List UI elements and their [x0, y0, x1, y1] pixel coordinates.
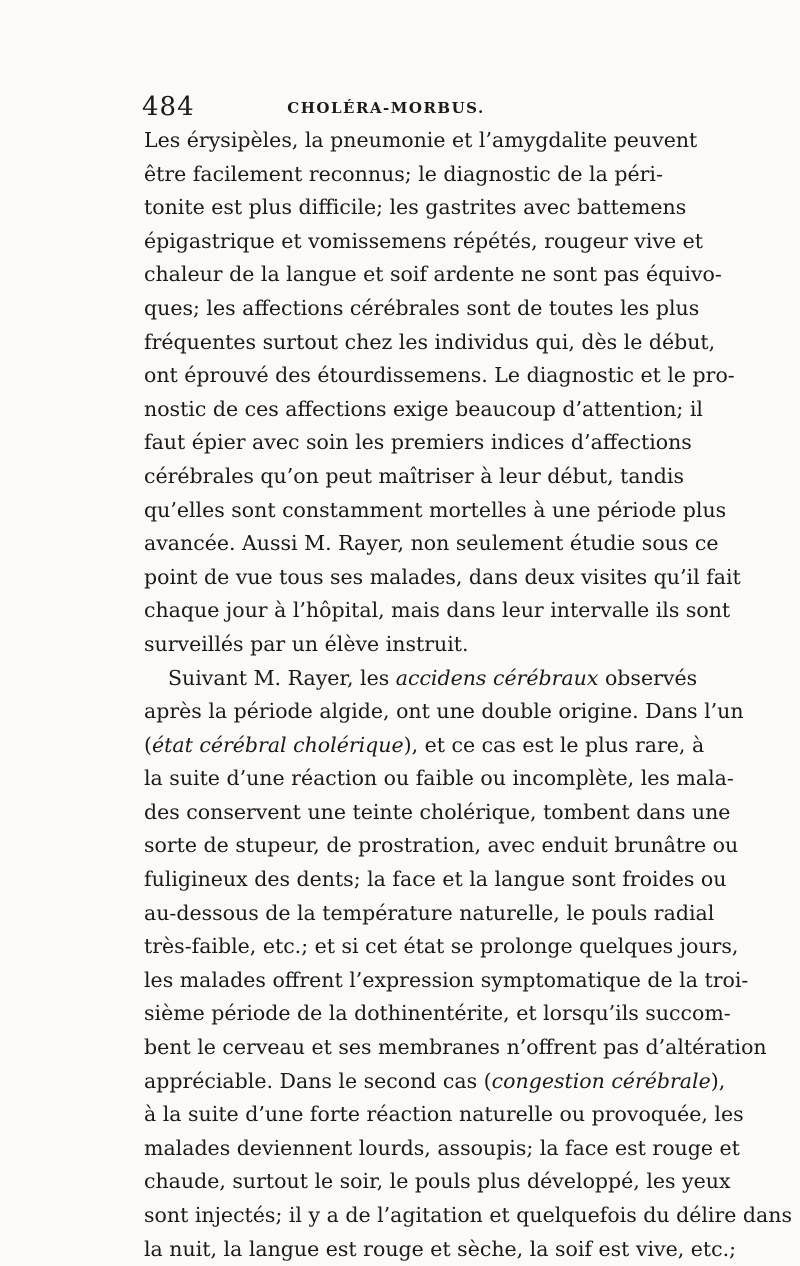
text-segment: la nuit, la langue est rouge et sèche, la soif est vive, etc.;	[144, 1236, 737, 1261]
text-line	[144, 426, 692, 460]
text-line	[144, 158, 663, 192]
text-line	[144, 527, 719, 561]
text-segment: chaude, surtout le soir, le pouls plus développé, les yeux	[144, 1169, 731, 1194]
text-segment: bent le cerveau et ses membranes n’offrent pas d’altération	[144, 1035, 767, 1060]
text-segment: sième période de la dothinentérite, et lorsqu’ils succom-	[144, 1001, 731, 1026]
text-segment: fréquentes surtout chez les individus qui, dès le début,	[144, 329, 716, 354]
text-segment: qu’elles sont constamment mortelles à une période plus	[144, 497, 727, 522]
text-segment: cérébrales qu’on peut maîtriser à leur début, tandis	[144, 463, 684, 488]
text-segment: ),	[710, 1068, 726, 1093]
page-number: 484	[142, 92, 195, 122]
text-line	[144, 326, 716, 360]
text-segment: la suite d’une réaction ou faible ou incomplète, les mala-	[144, 766, 734, 791]
text-segment: les malades offrent l’expression symptomatique de la troi-	[144, 967, 749, 992]
text-line	[144, 729, 705, 763]
text-line	[144, 460, 684, 494]
text-segment: sorte de stupeur, de prostration, avec enduit brunâtre ou	[144, 833, 739, 858]
text-segment: avancée. Aussi M. Rayer, non seulement étudie sous ce	[144, 531, 719, 556]
text-segment: épigastrique et vomissemens répétés, rougeur vive et	[144, 228, 703, 253]
text-segment: ques; les affections cérébrales sont de toutes les plus	[144, 295, 700, 320]
text-segment: chaleur de la langue et soif ardente ne sont pas équivo-	[144, 262, 722, 287]
text-segment: ), et ce cas est le plus rare, à	[403, 732, 705, 757]
text-line	[144, 829, 739, 863]
text-line	[144, 897, 715, 931]
text-segment: Suivant M. Rayer, les	[168, 665, 396, 690]
text-segment: nostic de ces affections exige beaucoup d’attention; il	[144, 396, 703, 421]
text-segment: très-faible, etc.; et si cet état se prolonge quelques jours,	[144, 934, 739, 959]
text-line	[144, 258, 722, 292]
text-segment: être facilement reconnus; le diagnostic de la péri-	[144, 161, 663, 186]
text-line	[144, 796, 731, 830]
text-line	[144, 1233, 737, 1266]
text-line	[144, 561, 741, 595]
text-line	[144, 494, 727, 528]
text-line	[144, 1132, 740, 1166]
text-line	[144, 762, 734, 796]
text-line	[144, 1199, 792, 1233]
text-segment: (	[144, 732, 152, 757]
text-segment: ont éprouvé des étourdissemens. Le diagnostic et le pro-	[144, 363, 735, 388]
text-segment: chaque jour à l’hôpital, mais dans leur intervalle ils sont	[144, 598, 731, 623]
text-segment: fuligineux des dents; la face et la langue sont froides ou	[144, 867, 727, 892]
text-segment: tonite est plus difficile; les gastrites avec battemens	[144, 195, 687, 220]
text-line	[144, 191, 687, 225]
text-line	[144, 393, 703, 427]
text-line	[144, 292, 700, 326]
text-segment: au-dessous de la température naturelle, le pouls radial	[144, 900, 715, 925]
text-segment: sont injectés; il y a de l’agitation et quelquefois du délire dans	[144, 1203, 792, 1227]
text-line	[144, 1165, 731, 1199]
text-line	[144, 997, 731, 1031]
italic-text-segment: congestion cérébrale	[491, 1068, 711, 1093]
text-segment: faut épier avec soin les premiers indices d’affections	[144, 430, 692, 455]
italic-text-segment: état cérébral cholérique	[152, 732, 404, 757]
text-segment: après la période algide, ont une double origine. Dans l’un	[144, 699, 744, 724]
body-text	[144, 124, 792, 1266]
italic-text-segment: accidens cérébraux	[395, 665, 599, 690]
text-line	[144, 225, 703, 259]
text-line	[144, 662, 698, 696]
text-line	[144, 594, 731, 628]
text-segment: à la suite d’une forte réaction naturelle ou provoquée, les	[144, 1102, 744, 1127]
text-line	[144, 1031, 767, 1065]
text-segment: Les érysipèles, la pneumonie et l’amygdalite peuvent	[144, 128, 698, 152]
page-header	[142, 92, 630, 122]
text-segment: point de vue tous ses malades, dans deux visites qu’il fait	[144, 564, 741, 589]
text-line	[144, 964, 749, 998]
text-segment: observés	[598, 665, 698, 690]
text-segment: des conservent une teinte cholérique, tombent dans une	[144, 799, 731, 824]
text-line	[144, 930, 739, 964]
text-line	[144, 359, 735, 393]
text-line	[144, 1065, 726, 1099]
text-line	[144, 124, 698, 158]
text-line	[144, 628, 658, 662]
text-line	[144, 695, 744, 729]
text-segment: appréciable. Dans le second cas (	[144, 1068, 492, 1093]
running-title: CHOLÉRA-MORBUS.	[287, 99, 485, 117]
text-segment: malades deviennent lourds, assoupis; la face est rouge et	[144, 1135, 740, 1160]
text-line	[144, 1098, 744, 1132]
text-line	[144, 863, 727, 897]
text-segment: surveillés par un élève instruit.	[144, 631, 469, 656]
